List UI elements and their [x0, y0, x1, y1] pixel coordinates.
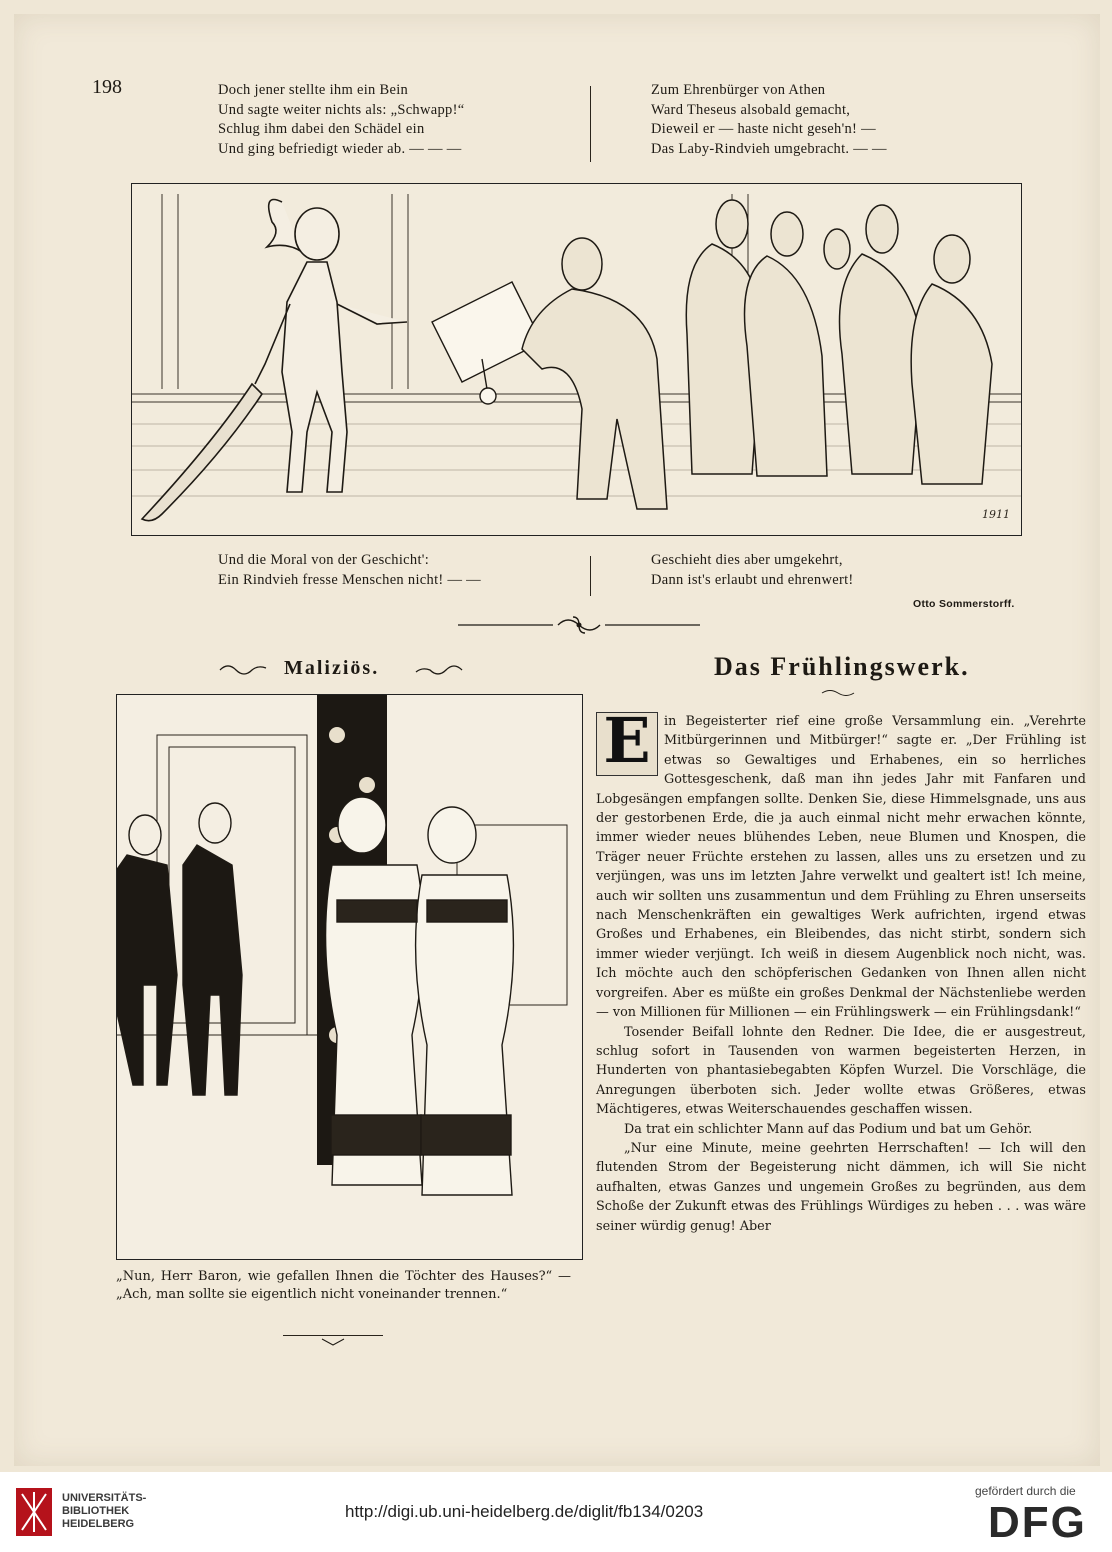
verse-line: Geschieht dies aber umgekehrt,: [651, 552, 843, 568]
verse-line: Ward Theseus alsobald gemacht,: [651, 101, 851, 118]
verse-line: Das Laby-Rindvieh umgebracht. — —: [651, 140, 887, 157]
library-name: [62, 1492, 146, 1531]
digitization-footer: [0, 1472, 1112, 1552]
article-paragraph: Da trat ein schlichter Mann auf das Podium und bat um Gehör.: [624, 1121, 1033, 1137]
article-paragraph: [596, 704, 1086, 1023]
right-column-title: Das Frühlingswerk.: [714, 652, 970, 681]
verse-line: Schlug ihm dabei den Schädel ein: [218, 121, 425, 137]
bottom-poem-left-stanza: [218, 551, 481, 590]
left-heading-block: [218, 657, 458, 685]
library-name-line: UNIVERSITÄTS-: [62, 1492, 147, 1504]
theseus-drawing: [132, 184, 1021, 535]
verse-line: Und ging befriedigt wieder ab. — — —: [218, 140, 462, 157]
illustration-year: 1911: [982, 508, 1010, 521]
left-column-title: Maliziös.: [284, 657, 380, 679]
verse-line: Dieweil er — haste nicht geseh'n! —: [651, 121, 876, 137]
ballroom-drawing: [117, 695, 582, 1259]
poem-column-divider: [590, 556, 591, 596]
article-paragraph: Tosender Beifall lohnte den Redner. Die Idee, die er ausgestreut, schlug sofort in Tausenden von warmen begeisterten Herzen, in Hunderten von phantasiebegabten Köpfen Wurzel. Die Vorschläge, die Anregungen überboten sich. Jeder wollte etwas Größeres, etwas Mächtigeres, etwas Weiterschauendes geschaffen wissen.: [596, 1024, 1086, 1118]
ornament-divider: [458, 614, 700, 636]
verse-line: Und sagte weiter nichts als: „Schwapp!“: [218, 101, 465, 118]
heading-flourish-left-icon: [218, 663, 268, 677]
verse-line: Und die Moral von der Geschicht':: [218, 552, 430, 568]
funder-label: gefördert durch die: [975, 1484, 1076, 1498]
top-poem-right-stanza: [651, 81, 887, 159]
dfg-logo: DFG: [988, 1498, 1087, 1547]
article-paragraph: „Nur eine Minute, meine geehrten Herrschaften! — Ich will den flutenden Strom der Begeisterung nicht dämmen, ich will Sie nicht aufhalten, etwas Ganzes und ungemein Großes zu begründen, aus dem Schoße der Zukunft etwas des Frühlings Würdiges zu heben . . . was wäre seiner würdig genug! Aber: [596, 1140, 1086, 1234]
source-url[interactable]: http://digi.ub.uni-heidelberg.de/diglit/fb134/0203: [345, 1502, 704, 1521]
verse-line: Ein Rindvieh fresse Menschen nicht! — —: [218, 571, 481, 588]
theseus-illustration: [131, 183, 1022, 536]
verse-line: Doch jener stellte ihm ein Bein: [218, 82, 409, 98]
caption-rule: [283, 1335, 383, 1336]
title-flourish-icon: [820, 688, 856, 698]
maliziös-caption: „Nun, Herr Baron, wie gefallen Ihnen die Töchter des Hauses?“ — „Ach, man sollte sie eigentlich nicht voneinander trennen.“: [116, 1269, 571, 1302]
page-number: 198: [92, 76, 122, 98]
top-poem-left-stanza: [218, 81, 464, 159]
article-body: [596, 704, 1086, 1236]
heading-flourish-right-icon: [414, 663, 464, 677]
bottom-poem-right-stanza: [651, 551, 854, 590]
university-seal-icon: [14, 1486, 54, 1538]
caption-ornament-icon: [318, 1337, 348, 1347]
library-name-line: HEIDELBERG: [62, 1518, 135, 1530]
article-paragraph-text: in Begeisterter rief eine große Versammlung ein. „Verehrte Mitbürgerinnen und Mitbürger!“ sagte er. „Der Frühling ist etwas so Gewaltiges und Erhabenes, ein so herrliches Gottesgeschenk, daß man ihn jedes Jahr mit Fanfaren und Lobgesängen empfangen sollte. Denken Sie, diese Himmelsgnade, uns aus der gestorbenen Erde, die ja auch einmal nicht mehr erwachen könnte, immer wieder neues blühendes Leben, neue Blumen und Knospen, die Träger neuer Früchte erstehen zu lassen, alles uns zu ersetzen und zu verjüngen, was uns im letzten Jahre verwelkt und gealtert ist! Ich meine, auch wir sollten uns zusammentun und dem Frühling zu Ehren unserseits nach Menschenkräften ein gewaltiges Werk aufrichten, irgend etwas Großes und Erhabenes, ein Bleibendes, das nicht stirbt, sondern sich immer wieder verjüngt. Ich weiß in diesem Augenblick noch nicht, was. Ich möchte auch den schöpferischen Gedanken von Ihnen allen nicht vorgreifen. Aber es müßte ein großes Denkmal der Nächstenliebe werden — von Millionen für Millionen — ein Frühlingswerk — ein Frühlingsdank!“: [596, 714, 1086, 1021]
maliziös-illustration: [116, 694, 583, 1260]
poem-author: Otto Sommerstorff.: [913, 598, 1015, 610]
verse-line: Zum Ehrenbürger von Athen: [651, 82, 826, 98]
poem-column-divider: [590, 86, 591, 162]
drop-cap: E: [596, 712, 658, 776]
library-name-line: BIBLIOTHEK: [62, 1505, 130, 1517]
verse-line: Dann ist's erlaubt und ehrenwert!: [651, 571, 854, 588]
